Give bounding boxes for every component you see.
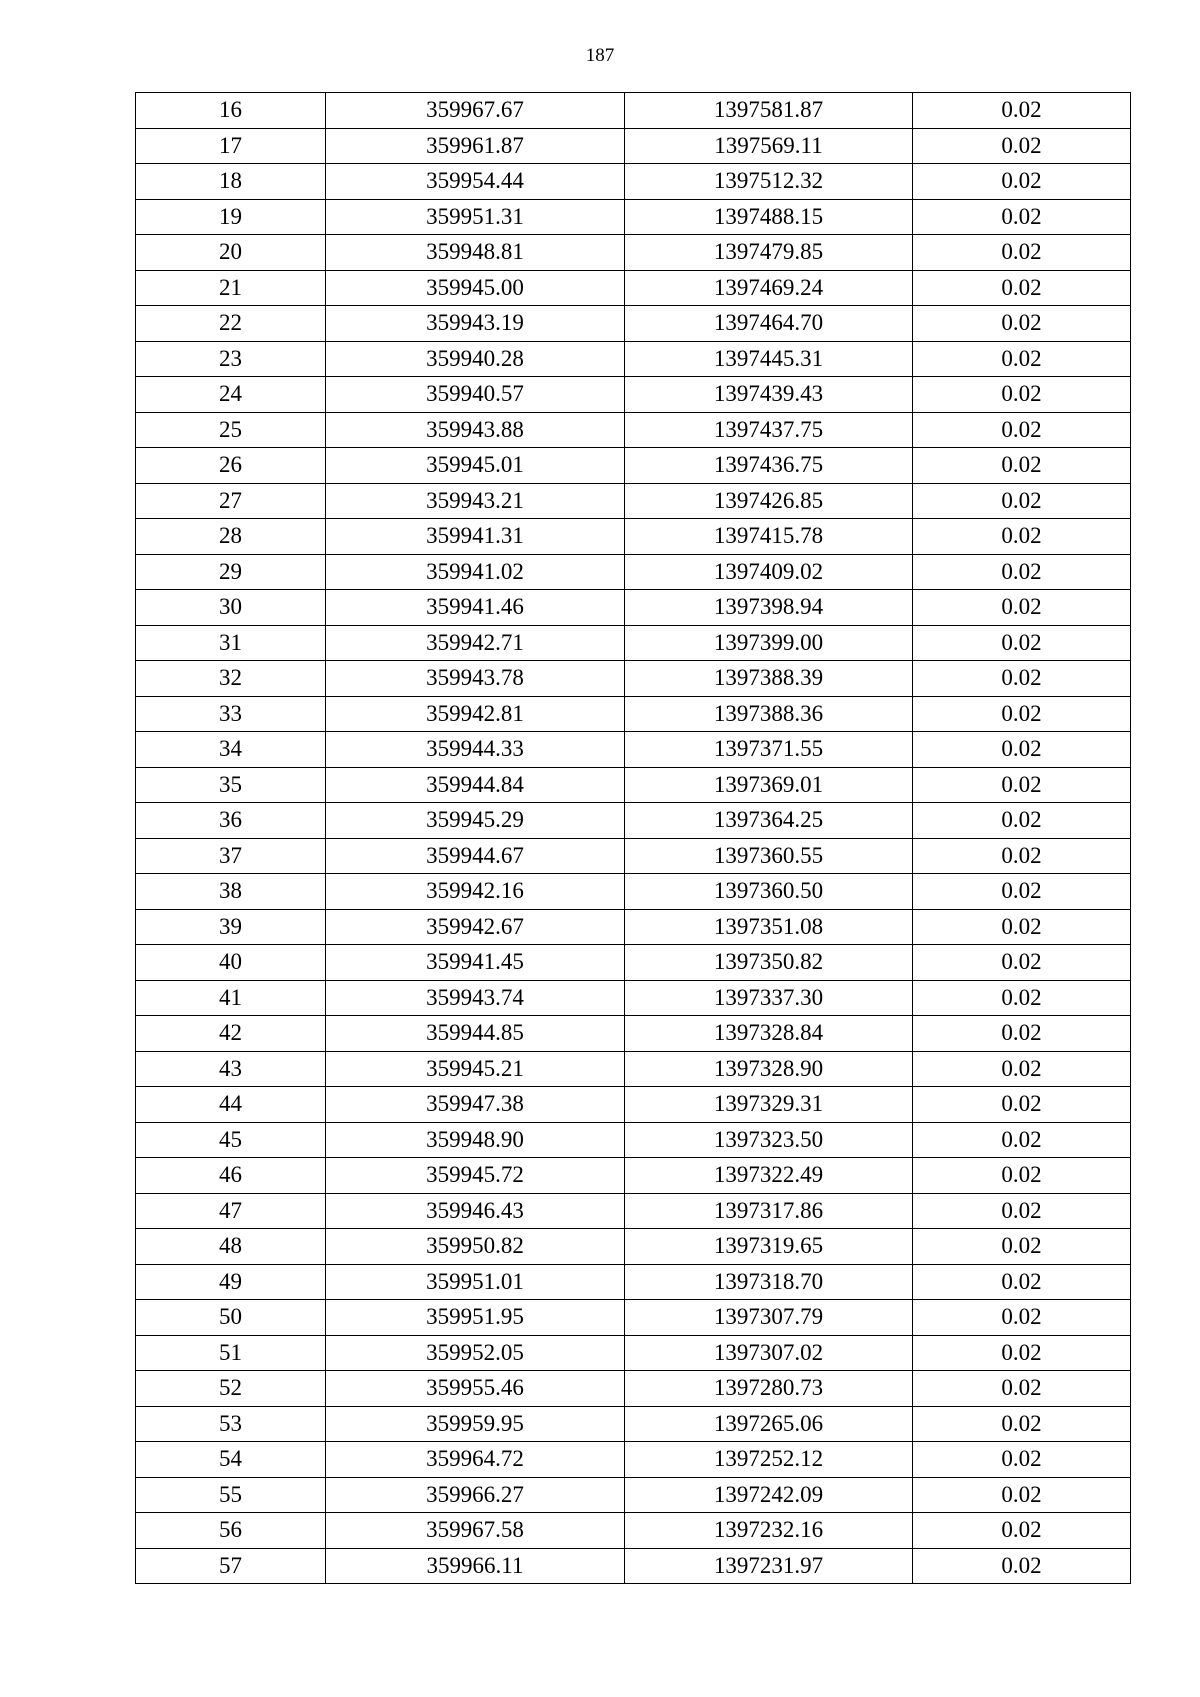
y-coordinate-cell: 1397464.70 — [625, 306, 913, 342]
y-coordinate-cell: 1397351.08 — [625, 909, 913, 945]
table-row — [136, 1229, 1131, 1265]
table-row — [136, 803, 1131, 839]
table-row — [136, 128, 1131, 164]
table-row — [136, 1442, 1131, 1478]
y-coordinate-cell: 1397231.97 — [625, 1548, 913, 1584]
y-coordinate-cell: 1397436.75 — [625, 448, 913, 484]
point-number-cell: 48 — [136, 1229, 326, 1265]
table-row — [136, 1051, 1131, 1087]
point-number-cell: 46 — [136, 1158, 326, 1194]
y-coordinate-cell: 1397350.82 — [625, 945, 913, 981]
table-row — [136, 1193, 1131, 1229]
x-coordinate-cell: 359945.29 — [326, 803, 625, 839]
point-number-cell: 42 — [136, 1016, 326, 1052]
y-coordinate-cell: 1397512.32 — [625, 164, 913, 200]
x-coordinate-cell: 359942.16 — [326, 874, 625, 910]
table-row — [136, 270, 1131, 306]
table-row — [136, 199, 1131, 235]
table-row — [136, 483, 1131, 519]
x-coordinate-cell: 359955.46 — [326, 1371, 625, 1407]
point-number-cell: 37 — [136, 838, 326, 874]
error-value-cell: 0.02 — [913, 1513, 1131, 1549]
error-value-cell: 0.02 — [913, 1229, 1131, 1265]
error-value-cell: 0.02 — [913, 803, 1131, 839]
error-value-cell: 0.02 — [913, 1193, 1131, 1229]
x-coordinate-cell: 359943.88 — [326, 412, 625, 448]
table-row — [136, 341, 1131, 377]
error-value-cell: 0.02 — [913, 1442, 1131, 1478]
y-coordinate-cell: 1397328.90 — [625, 1051, 913, 1087]
error-value-cell: 0.02 — [913, 519, 1131, 555]
table-row — [136, 306, 1131, 342]
point-number-cell: 30 — [136, 590, 326, 626]
x-coordinate-cell: 359947.38 — [326, 1087, 625, 1123]
page-number: 187 — [585, 45, 615, 66]
point-number-cell: 43 — [136, 1051, 326, 1087]
y-coordinate-cell: 1397323.50 — [625, 1122, 913, 1158]
table-row — [136, 1335, 1131, 1371]
y-coordinate-cell: 1397307.79 — [625, 1300, 913, 1336]
table-row — [136, 625, 1131, 661]
table-row — [136, 1087, 1131, 1123]
y-coordinate-cell: 1397445.31 — [625, 341, 913, 377]
table-row — [136, 874, 1131, 910]
table-row — [136, 377, 1131, 413]
error-value-cell: 0.02 — [913, 1406, 1131, 1442]
y-coordinate-cell: 1397581.87 — [625, 93, 913, 129]
y-coordinate-cell: 1397307.02 — [625, 1335, 913, 1371]
y-coordinate-cell: 1397479.85 — [625, 235, 913, 271]
y-coordinate-cell: 1397328.84 — [625, 1016, 913, 1052]
error-value-cell: 0.02 — [913, 909, 1131, 945]
error-value-cell: 0.02 — [913, 1158, 1131, 1194]
coordinates-table — [135, 92, 1131, 1584]
x-coordinate-cell: 359943.74 — [326, 980, 625, 1016]
point-number-cell: 47 — [136, 1193, 326, 1229]
x-coordinate-cell: 359959.95 — [326, 1406, 625, 1442]
point-number-cell: 50 — [136, 1300, 326, 1336]
point-number-cell: 21 — [136, 270, 326, 306]
table-row — [136, 412, 1131, 448]
error-value-cell: 0.02 — [913, 1264, 1131, 1300]
x-coordinate-cell: 359967.67 — [326, 93, 625, 129]
point-number-cell: 54 — [136, 1442, 326, 1478]
error-value-cell: 0.02 — [913, 270, 1131, 306]
x-coordinate-cell: 359945.72 — [326, 1158, 625, 1194]
error-value-cell: 0.02 — [913, 483, 1131, 519]
point-number-cell: 28 — [136, 519, 326, 555]
error-value-cell: 0.02 — [913, 128, 1131, 164]
table-row — [136, 519, 1131, 555]
x-coordinate-cell: 359940.28 — [326, 341, 625, 377]
x-coordinate-cell: 359944.85 — [326, 1016, 625, 1052]
y-coordinate-cell: 1397364.25 — [625, 803, 913, 839]
error-value-cell: 0.02 — [913, 199, 1131, 235]
table-row — [136, 448, 1131, 484]
error-value-cell: 0.02 — [913, 767, 1131, 803]
error-value-cell: 0.02 — [913, 341, 1131, 377]
point-number-cell: 24 — [136, 377, 326, 413]
y-coordinate-cell: 1397388.39 — [625, 661, 913, 697]
x-coordinate-cell: 359967.58 — [326, 1513, 625, 1549]
point-number-cell: 41 — [136, 980, 326, 1016]
y-coordinate-cell: 1397242.09 — [625, 1477, 913, 1513]
x-coordinate-cell: 359944.33 — [326, 732, 625, 768]
table-row — [136, 909, 1131, 945]
x-coordinate-cell: 359952.05 — [326, 1335, 625, 1371]
y-coordinate-cell: 1397569.11 — [625, 128, 913, 164]
point-number-cell: 35 — [136, 767, 326, 803]
x-coordinate-cell: 359945.21 — [326, 1051, 625, 1087]
error-value-cell: 0.02 — [913, 554, 1131, 590]
table-row — [136, 980, 1131, 1016]
y-coordinate-cell: 1397388.36 — [625, 696, 913, 732]
table-row — [136, 1406, 1131, 1442]
point-number-cell: 34 — [136, 732, 326, 768]
table-row — [136, 1371, 1131, 1407]
point-number-cell: 39 — [136, 909, 326, 945]
x-coordinate-cell: 359943.19 — [326, 306, 625, 342]
x-coordinate-cell: 359941.02 — [326, 554, 625, 590]
y-coordinate-cell: 1397415.78 — [625, 519, 913, 555]
x-coordinate-cell: 359951.01 — [326, 1264, 625, 1300]
error-value-cell: 0.02 — [913, 696, 1131, 732]
point-number-cell: 33 — [136, 696, 326, 732]
table-row — [136, 93, 1131, 129]
table-row — [136, 554, 1131, 590]
x-coordinate-cell: 359954.44 — [326, 164, 625, 200]
y-coordinate-cell: 1397329.31 — [625, 1087, 913, 1123]
y-coordinate-cell: 1397337.30 — [625, 980, 913, 1016]
point-number-cell: 25 — [136, 412, 326, 448]
x-coordinate-cell: 359948.81 — [326, 235, 625, 271]
point-number-cell: 26 — [136, 448, 326, 484]
y-coordinate-cell: 1397437.75 — [625, 412, 913, 448]
x-coordinate-cell: 359944.67 — [326, 838, 625, 874]
y-coordinate-cell: 1397280.73 — [625, 1371, 913, 1407]
error-value-cell: 0.02 — [913, 661, 1131, 697]
point-number-cell: 36 — [136, 803, 326, 839]
y-coordinate-cell: 1397319.65 — [625, 1229, 913, 1265]
point-number-cell: 53 — [136, 1406, 326, 1442]
table-row — [136, 1300, 1131, 1336]
error-value-cell: 0.02 — [913, 1335, 1131, 1371]
x-coordinate-cell: 359940.57 — [326, 377, 625, 413]
point-number-cell: 32 — [136, 661, 326, 697]
y-coordinate-cell: 1397488.15 — [625, 199, 913, 235]
x-coordinate-cell: 359945.01 — [326, 448, 625, 484]
error-value-cell: 0.02 — [913, 980, 1131, 1016]
table-row — [136, 590, 1131, 626]
y-coordinate-cell: 1397426.85 — [625, 483, 913, 519]
error-value-cell: 0.02 — [913, 235, 1131, 271]
error-value-cell: 0.02 — [913, 1371, 1131, 1407]
table-row — [136, 767, 1131, 803]
x-coordinate-cell: 359946.43 — [326, 1193, 625, 1229]
point-number-cell: 38 — [136, 874, 326, 910]
x-coordinate-cell: 359945.00 — [326, 270, 625, 306]
error-value-cell: 0.02 — [913, 306, 1131, 342]
y-coordinate-cell: 1397322.49 — [625, 1158, 913, 1194]
error-value-cell: 0.02 — [913, 412, 1131, 448]
x-coordinate-cell: 359950.82 — [326, 1229, 625, 1265]
x-coordinate-cell: 359951.31 — [326, 199, 625, 235]
error-value-cell: 0.02 — [913, 625, 1131, 661]
point-number-cell: 27 — [136, 483, 326, 519]
point-number-cell: 16 — [136, 93, 326, 129]
y-coordinate-cell: 1397360.50 — [625, 874, 913, 910]
x-coordinate-cell: 359942.71 — [326, 625, 625, 661]
y-coordinate-cell: 1397232.16 — [625, 1513, 913, 1549]
error-value-cell: 0.02 — [913, 945, 1131, 981]
point-number-cell: 57 — [136, 1548, 326, 1584]
error-value-cell: 0.02 — [913, 838, 1131, 874]
y-coordinate-cell: 1397398.94 — [625, 590, 913, 626]
table-row — [136, 235, 1131, 271]
x-coordinate-cell: 359948.90 — [326, 1122, 625, 1158]
point-number-cell: 40 — [136, 945, 326, 981]
point-number-cell: 17 — [136, 128, 326, 164]
x-coordinate-cell: 359966.11 — [326, 1548, 625, 1584]
table-row — [136, 945, 1131, 981]
y-coordinate-cell: 1397369.01 — [625, 767, 913, 803]
point-number-cell: 19 — [136, 199, 326, 235]
x-coordinate-cell: 359943.78 — [326, 661, 625, 697]
x-coordinate-cell: 359951.95 — [326, 1300, 625, 1336]
point-number-cell: 49 — [136, 1264, 326, 1300]
point-number-cell: 56 — [136, 1513, 326, 1549]
y-coordinate-cell: 1397439.43 — [625, 377, 913, 413]
table-row — [136, 732, 1131, 768]
x-coordinate-cell: 359966.27 — [326, 1477, 625, 1513]
x-coordinate-cell: 359941.46 — [326, 590, 625, 626]
x-coordinate-cell: 359941.45 — [326, 945, 625, 981]
error-value-cell: 0.02 — [913, 1477, 1131, 1513]
table-row — [136, 1016, 1131, 1052]
error-value-cell: 0.02 — [913, 1087, 1131, 1123]
error-value-cell: 0.02 — [913, 164, 1131, 200]
point-number-cell: 45 — [136, 1122, 326, 1158]
point-number-cell: 23 — [136, 341, 326, 377]
error-value-cell: 0.02 — [913, 732, 1131, 768]
error-value-cell: 0.02 — [913, 1122, 1131, 1158]
error-value-cell: 0.02 — [913, 1548, 1131, 1584]
error-value-cell: 0.02 — [913, 1016, 1131, 1052]
y-coordinate-cell: 1397265.06 — [625, 1406, 913, 1442]
point-number-cell: 44 — [136, 1087, 326, 1123]
y-coordinate-cell: 1397317.86 — [625, 1193, 913, 1229]
table-row — [136, 1477, 1131, 1513]
table-row — [136, 838, 1131, 874]
table-row — [136, 1158, 1131, 1194]
x-coordinate-cell: 359944.84 — [326, 767, 625, 803]
x-coordinate-cell: 359961.87 — [326, 128, 625, 164]
x-coordinate-cell: 359942.67 — [326, 909, 625, 945]
point-number-cell: 18 — [136, 164, 326, 200]
x-coordinate-cell: 359964.72 — [326, 1442, 625, 1478]
error-value-cell: 0.02 — [913, 448, 1131, 484]
table-row — [136, 1264, 1131, 1300]
y-coordinate-cell: 1397409.02 — [625, 554, 913, 590]
y-coordinate-cell: 1397399.00 — [625, 625, 913, 661]
point-number-cell: 51 — [136, 1335, 326, 1371]
point-number-cell: 52 — [136, 1371, 326, 1407]
table-row — [136, 696, 1131, 732]
table-row — [136, 1122, 1131, 1158]
error-value-cell: 0.02 — [913, 377, 1131, 413]
x-coordinate-cell: 359943.21 — [326, 483, 625, 519]
point-number-cell: 22 — [136, 306, 326, 342]
x-coordinate-cell: 359942.81 — [326, 696, 625, 732]
x-coordinate-cell: 359941.31 — [326, 519, 625, 555]
table-row — [136, 1548, 1131, 1584]
y-coordinate-cell: 1397318.70 — [625, 1264, 913, 1300]
y-coordinate-cell: 1397252.12 — [625, 1442, 913, 1478]
error-value-cell: 0.02 — [913, 590, 1131, 626]
point-number-cell: 20 — [136, 235, 326, 271]
error-value-cell: 0.02 — [913, 1300, 1131, 1336]
table-row — [136, 164, 1131, 200]
point-number-cell: 31 — [136, 625, 326, 661]
point-number-cell: 55 — [136, 1477, 326, 1513]
y-coordinate-cell: 1397371.55 — [625, 732, 913, 768]
table-row — [136, 661, 1131, 697]
error-value-cell: 0.02 — [913, 1051, 1131, 1087]
point-number-cell: 29 — [136, 554, 326, 590]
coordinates-table-body — [136, 93, 1131, 1584]
table-row — [136, 1513, 1131, 1549]
y-coordinate-cell: 1397360.55 — [625, 838, 913, 874]
y-coordinate-cell: 1397469.24 — [625, 270, 913, 306]
error-value-cell: 0.02 — [913, 874, 1131, 910]
error-value-cell: 0.02 — [913, 93, 1131, 129]
